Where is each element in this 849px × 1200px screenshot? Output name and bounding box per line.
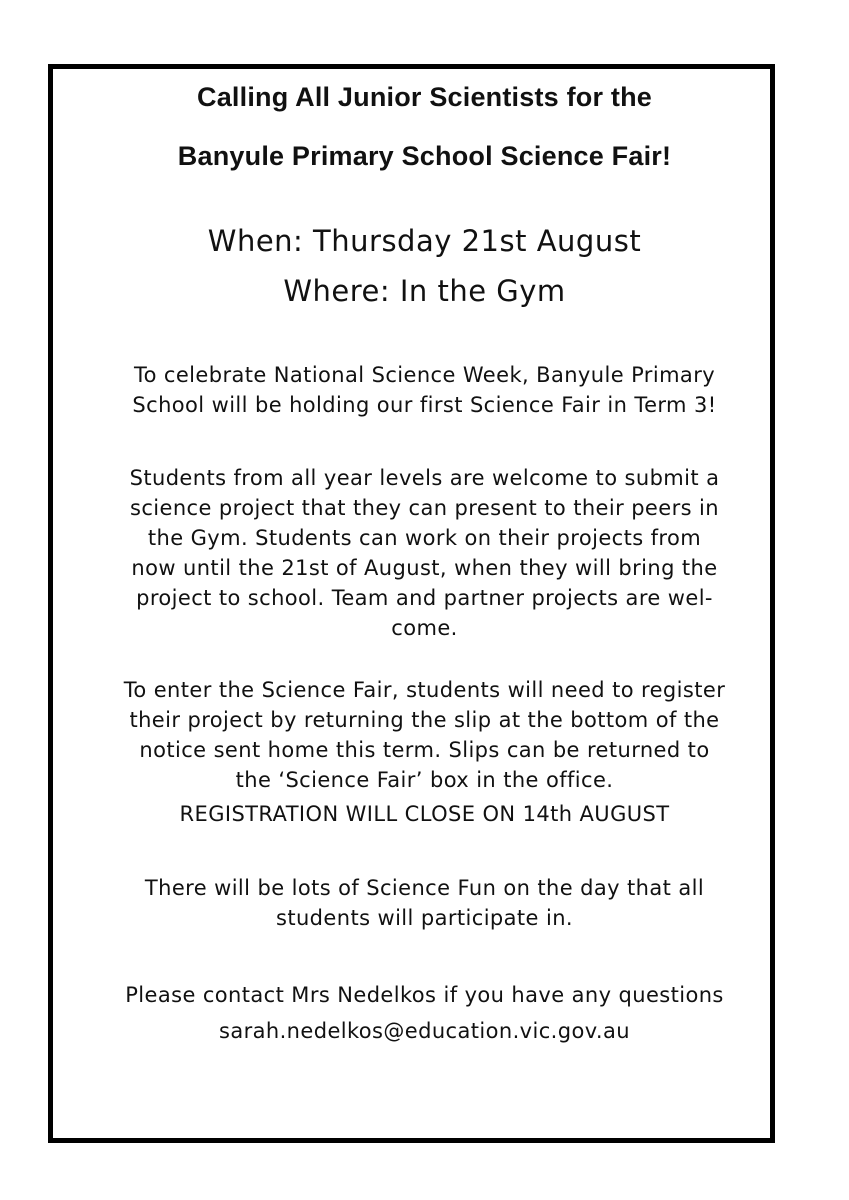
event-location: Where: In the Gym: [283, 274, 566, 308]
projects-line: project to school. Team and partner projects are wel-: [136, 586, 713, 610]
science-fun-line: students will participate in.: [276, 906, 573, 930]
registration-line: their project by returning the slip at the bottom of the: [129, 708, 720, 732]
registration-line: the ‘Science Fair’ box in the office.: [235, 768, 614, 792]
title-line-1: Calling All Junior Scientists for the: [197, 82, 652, 112]
contact-line: Please contact Mrs Nedelkos if you have any questions: [125, 983, 724, 1007]
science-fun-paragraph: [0, 873, 849, 933]
intro-line: School will be holding our first Science Fair in Term 3!: [132, 393, 717, 417]
projects-line: now until the 21st of August, when they will bring the: [131, 556, 718, 580]
projects-line: come.: [391, 616, 458, 640]
registration-line: To enter the Science Fair, students will need to register: [123, 678, 726, 702]
projects-paragraph: [0, 463, 849, 643]
projects-line: Students from all year levels are welcome to submit a: [129, 466, 720, 490]
registration-paragraph: [0, 675, 849, 795]
event-date: When: Thursday 21st August: [207, 224, 642, 258]
science-fun-line: There will be lots of Science Fun on the day that all: [144, 876, 705, 900]
registration-line: notice sent home this term. Slips can be returned to: [139, 738, 710, 762]
projects-line: the Gym. Students can work on their projects from: [147, 526, 702, 550]
title-line-2: Banyule Primary School Science Fair!: [177, 141, 672, 171]
intro-paragraph: [0, 360, 849, 420]
projects-line: science project that they can present to their peers in: [130, 496, 719, 520]
intro-line: To celebrate National Science Week, Banyule Primary: [133, 363, 716, 387]
contact-email: sarah.nedelkos@education.vic.gov.au: [218, 1019, 630, 1043]
registration-deadline: REGISTRATION WILL CLOSE ON 14th AUGUST: [179, 802, 670, 826]
